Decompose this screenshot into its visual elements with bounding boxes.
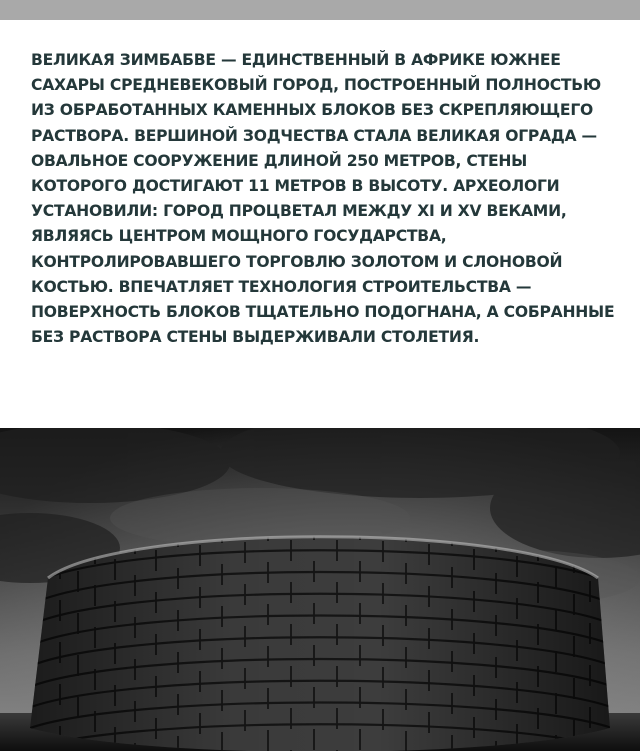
article-text: ВЕЛИКАЯ ЗИМБАБВЕ — ЕДИНСТВЕННЫЙ В АФРИКЕ ЮЖНЕЕ САХАРЫ СРЕДНЕВЕКОВЫЙ ГОРОД, ПОСТРОЕННЫЙ ПОЛНОСТЬЮ ИЗ ОБРАБОТАННЫХ КАМЕННЫХ БЛОКОВ БЕЗ СКРЕПЛЯЮЩЕГО РАСТВОРА. ВЕРШИНОЙ ЗОДЧЕСТВА СТАЛА ВЕЛИКАЯ ОГРАДА — ОВАЛЬНОЕ СООРУЖЕНИЕ ДЛИНОЙ 250 МЕТРОВ, СТЕНЫ КОТОРОГО ДОСТИГАЮТ 11 МЕТРОВ В ВЫСОТУ. АРХЕОЛОГИ УСТАНОВИЛИ: ГОРОД ПРОЦВЕТАЛ МЕЖДУ XI И XV ВЕКАМИ, ЯВЛЯЯСЬ ЦЕНТРОМ МОЩНОГО ГОСУДАРСТВА, КОНТРОЛИРОВАВШЕГО ТОРГОВЛЮ ЗОЛОТОМ И СЛОНОВОЙ КОСТЬЮ. ВПЕЧАТЛЯЕТ ТЕХНОЛОГИЯ СТРОИТЕЛЬСТВА — ПОВЕРХНОСТЬ БЛОКОВ ТЩАТЕЛЬНО ПОДОГНАНА, А СОБРАННЫЕ БЕЗ РАСТВОРА СТЕНЫ ВЫДЕРЖИВАЛИ СТОЛЕТИЯ. [31,51,615,347]
top-gray-bar [0,0,640,20]
great-enclosure-photo [0,428,640,751]
stone-wall [30,519,612,751]
text-panel [0,20,640,428]
